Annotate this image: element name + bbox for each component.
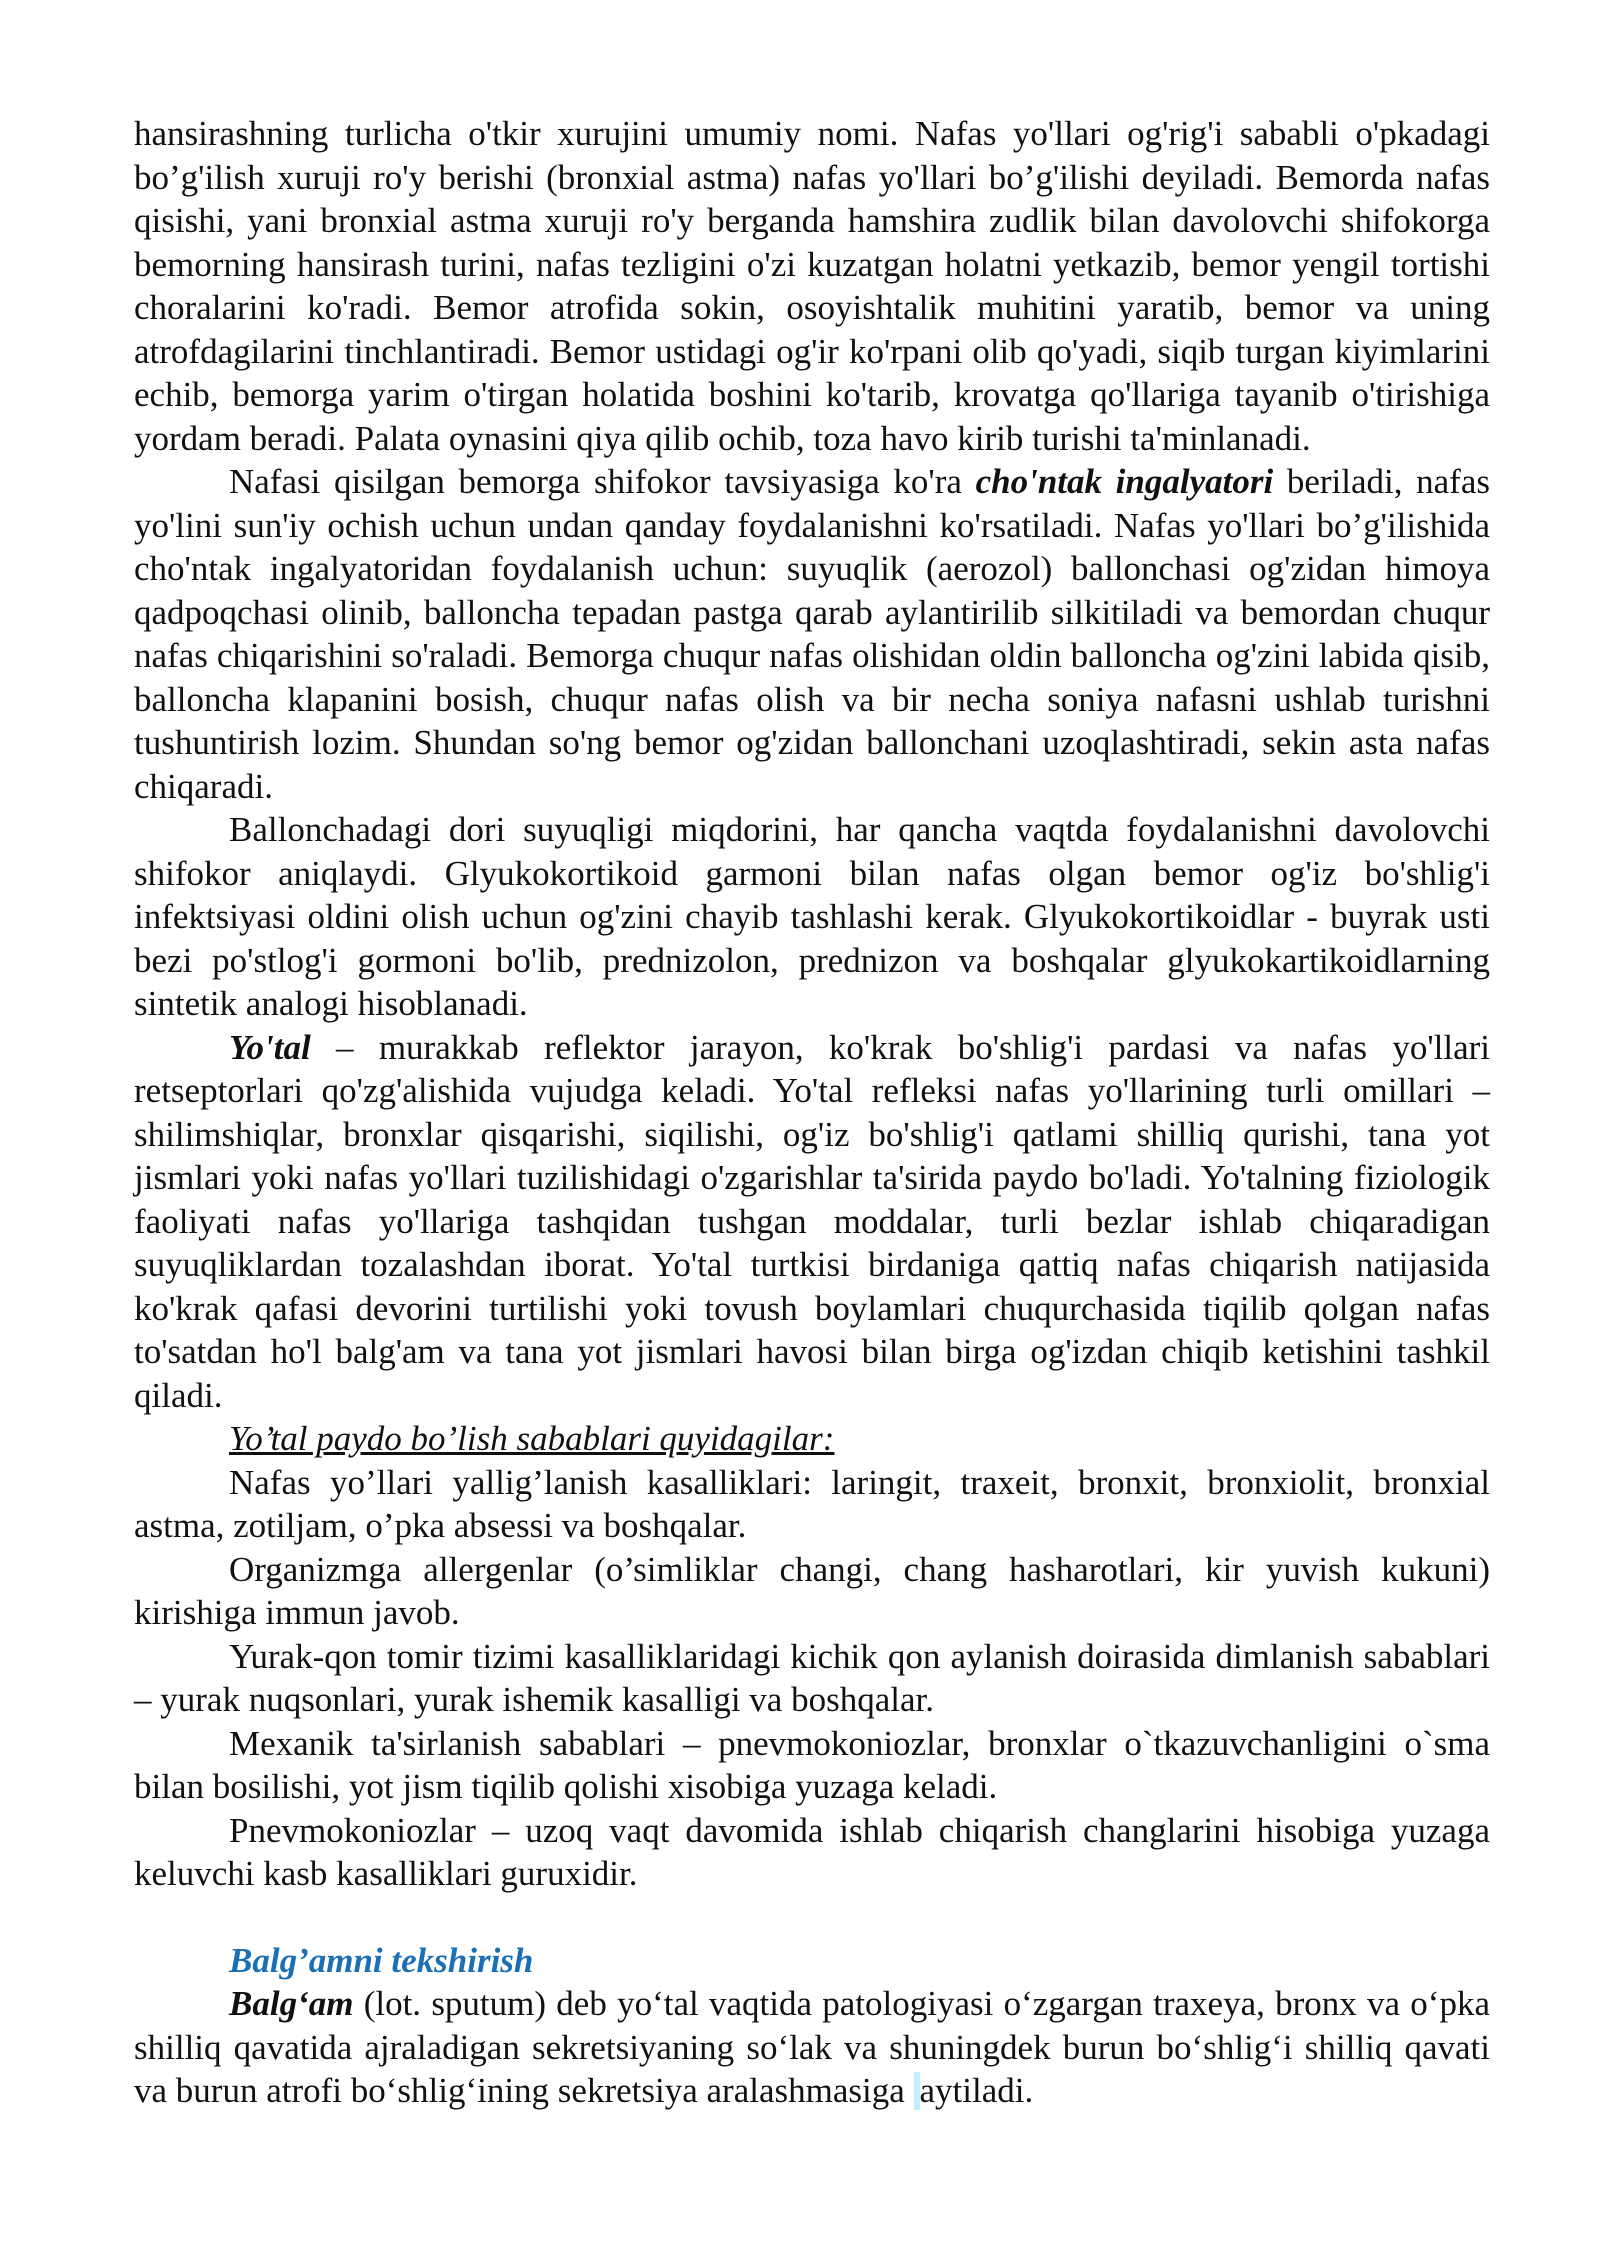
paragraph-text: – murakkab reflektor jarayon, ko'krak bo'shlig'i pardasi va nafas yo'llari retseptorlari qo'zg'alishida vujudga keladi. Yo'tal refleksi nafas yo'llarining turli omillari – shilimshiqlar, bronxlar qisqarishi, siqilishi, og'iz bo'shlig'i qatlami shilliq qurishi, tana yot jismlari yoki nafas yo'llari tuzilishidagi o'zgarishlar ta'sirida paydo bo'ladi. Yo'talning fiziologik faoliyati nafas yo'llariga tashqidan tushgan moddalar, turli bezlar ishlab chiqaradigan suyuqliklardan tozalashdan iborat. Yo'tal turtkisi birdaniga qattiq nafas chiqarish natijasida ko'krak qafasi devorini turtilishi yoki tovush boylamlari chuqurchasida tiqilib qolgan nafas to'satdan ho'l balg'am va tana yot jismlari havosi bilan birga og'izdan chiqib ketishini tashkil qiladi.	[134, 1027, 1490, 1415]
causes-heading	[134, 1417, 1490, 1461]
cause-item: Pnevmokoniozlar – uzoq vaqt davomida ishlab chiqarish changlarini hisobiga yuzaga keluvchi kasb kasalliklari guruxidir.	[134, 1810, 1490, 1893]
paragraph-asthma-care: hansirashning turlicha o'tkir xurujini umumiy nomi. Nafas yo'llari og'rig'i sababli o'pkadagi bo’g'ilish xuruji ro'y berishi (bronxial astma) nafas yo'llari bo’g'ilishi deyiladi. Bemorda nafas qisishi, yani bronxial astma xuruji ro'y berganda hamshira zudlik bilan davolovchi shifokorga bemorning hansirash turini, nafas tezligini o'zi kuzatgan holatni yetkazib, bemor yengil tortishi choralarini ko'radi. Bemor atrofida sokin, osoyishtalik muhitini yaratib, bemor va uning atrofdagilarini tinchlantiradi. Bemor ustidagi og'ir ko'rpani olib qo'yadi, siqib turgan kiyimlarini echib, bemorga yarim o'tirgan holatida boshini ko'tarib, krovatga qo'llariga tayanib o'tirishiga yordam beradi. Palata oynasini qiya qilib ochib, toza havo kirib turishi ta'minlanadi.	[134, 114, 1490, 458]
cause-item: Organizmga allergenlar (o’simliklar changi, chang hasharotlari, kir yuvish kukuni) kirishiga immun javob.	[134, 1549, 1490, 1632]
paragraph-text: beriladi, nafas yo'lini sun'iy ochish uchun undan qanday foydalanishni ko'rsatiladi. Nafas yo'llari bo’g'ilishida cho'ntak ingalyatoridan foydalanish uchun: suyuqlik (aerozol) ballonchasi og'zidan himoya qadpoqchasi olinib, ballonchа tepadan pastga qarab aylantirilib silkitiladi va bemordan chuqur nafas chiqarishini so'raladi. Bemorga chuqur nafas olishidan oldin ballonchа og'zini labida qisib, ballonchа klapanini bosish, chuqur nafas olish va bir necha soniya nafasni ushlab turishni tushuntirish lozim. Shundan so'ng bemor og'zidan ballonchani uzoqlashtiradi, sekin asta nafas chiqaradi.	[134, 462, 1490, 806]
cause-item: Nafas yo’llari yallig’lanish kasalliklari: laringit, traxeit, bronxit, bronxiolit, bronxial astma, zotiljam, o’pka absessi va boshqalar.	[134, 1462, 1490, 1545]
section-heading-sputum: Balg’amni tekshirish	[229, 1940, 534, 1980]
document-page	[134, 112, 1490, 2113]
causes-heading-text: Yo’tal paydo bo’lish sabablari quyidagilar:	[229, 1419, 835, 1458]
paragraph-pocket-inhaler	[134, 460, 1490, 808]
paragraph-text: Nafasi qisilgan bemorga shifokor tavsiyasiga ko'ra	[229, 462, 976, 501]
paragraph-text: aytiladi.	[919, 2071, 1034, 2110]
cause-item: Mexanik ta'sirlanish sabablari – pnevmokoniozlar, bronxlar o`tkazuvchanligini o`sma bilan bosilishi, yot jism tiqilib qolishi xisobiga yuzaga keladi.	[134, 1723, 1490, 1806]
term-cough: Yo'tal	[229, 1027, 311, 1067]
paragraph-cough	[134, 1026, 1490, 1418]
paragraph-sputum	[134, 1982, 1490, 2113]
term-sputum: Balg‘am	[229, 1984, 354, 2023]
paragraph-text: (lot. sputum) deb yo‘tal vaqtida patologiyasi o‘zgargan traxeya, bronx va o‘pka shilliq qavatida ajraladigan sekretsiyaning so‘lak va shuningdek burun bo‘shlig‘i shilliq qavati va burun atrofi bo‘shlig‘ining sekretsiya aralashmasiga	[134, 1984, 1490, 2110]
cause-item: Yurak-qon tomir tizimi kasalliklaridagi kichik qon aylanish doirasida dimlanish sabablari – yurak nuqsonlari, yurak ishemik kasalligi va boshqalar.	[134, 1636, 1490, 1719]
term-pocket-inhaler: cho'ntak ingalyatori	[975, 462, 1274, 501]
paragraph-glucocorticoids: Ballonchadagi dori suyuqligi miqdorini, har qancha vaqtda foydalanishni davolovchi shifokor aniqlaydi. Glyukokortikoid garmoni bilan nafas olgan bemor og'iz bo'shlig'i infektsiyasi oldini olish uchun og'zini chayib tashlashi kerak. Glyukokortikoidlar - buyrak usti bezi po'stlog'i gormoni bo'lib, prednizolon, prednizon va boshqalar glyukokartikoidlarning sintetik analogi hisoblanadi.	[134, 810, 1490, 1023]
